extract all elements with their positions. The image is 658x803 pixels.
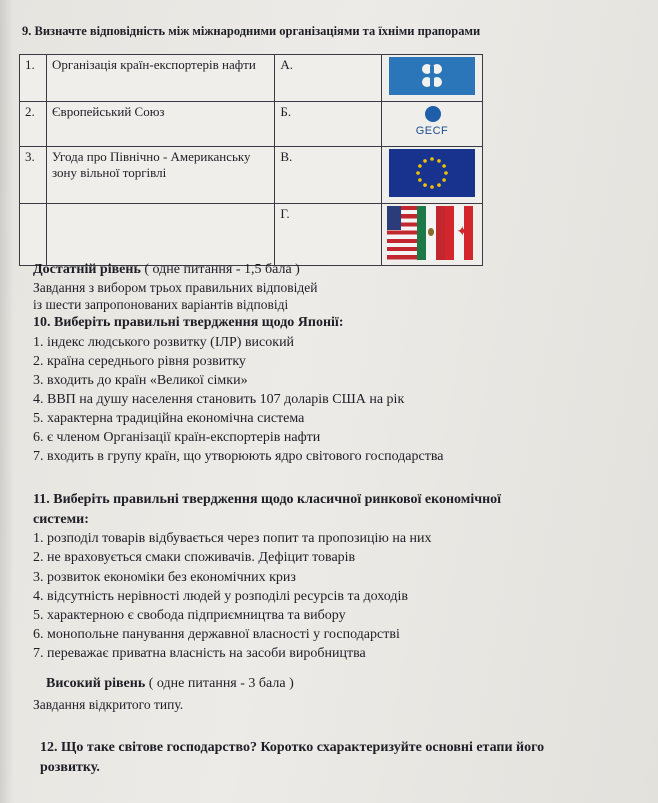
level-high-points: ( одне питання - 3 бала ) — [148, 676, 294, 691]
page-shadow — [0, 0, 14, 803]
row-number: 1. — [20, 55, 47, 102]
usa-mexico-canada-flags-icon — [387, 206, 473, 260]
organization-name: Організація країн-експортерів нафти — [46, 55, 274, 102]
question-10-title: 10. Виберіть правильні твердження щодо Японії: — [33, 315, 344, 330]
organization-name: Європейський Союз — [46, 102, 274, 147]
table-row — [20, 102, 483, 147]
flag-cell — [381, 204, 482, 266]
level-sufficient-points: ( одне питання - 1,5 бала ) — [144, 262, 300, 277]
question-11-title: системи: — [33, 512, 89, 527]
answer-option: 1. індекс людського розвитку (ІЛР) високий — [33, 335, 295, 350]
row-number: 3. — [20, 147, 47, 204]
level-sufficient-heading: Достатній рівень — [33, 262, 141, 277]
organization-name — [46, 204, 274, 266]
answer-option: 6. монопольне панування державної власності у господарстві — [33, 627, 400, 642]
gecf-logo-icon — [425, 106, 441, 122]
table-row — [20, 147, 483, 204]
answer-option: 7. входить в групу країн, що утворюють ядро світового господарства — [33, 449, 444, 464]
answer-option: 2. країна середнього рівня розвитку — [33, 354, 246, 369]
level-sufficient-desc: Завдання з вибором трьох правильних відповідей — [33, 280, 318, 295]
answer-option: 4. ВВП на душу населення становить 107 доларів США на рік — [33, 392, 405, 407]
flag-cell — [381, 147, 482, 204]
level-high-heading-line — [46, 676, 294, 692]
answer-option: 7. переважає приватна власність на засоби виробництва — [33, 646, 366, 661]
matching-table — [19, 54, 483, 266]
question-12-title: 12. Що таке світове господарство? Коротко схарактеризуйте основні етапи його — [40, 740, 545, 755]
answer-option: 3. розвиток економіки без економічних криз — [33, 570, 296, 585]
table-row — [20, 55, 483, 102]
table-row — [20, 204, 483, 266]
opec-flag-icon — [389, 57, 475, 95]
level-sufficient-desc: із шести запропонованих варіантів відповіді — [33, 297, 289, 312]
gecf-flag-icon — [389, 104, 475, 140]
gecf-label: GECF — [415, 125, 449, 137]
answer-option: 1. розподіл товарів відбувається через попит та пропозицію на них — [33, 531, 432, 546]
flag-cell — [381, 55, 482, 102]
answer-letter: Б. — [275, 102, 382, 147]
question-9-title: 9. Визначте відповідність між міжнародними організаціями та їхніми прапорами — [22, 24, 481, 38]
answer-option: 4. відсутність нерівності людей у розподілі ресурсів та доходів — [33, 589, 408, 604]
level-high-desc: Завдання відкритого типу. — [33, 697, 184, 712]
level-high-heading: Високий рівень — [46, 676, 146, 691]
answer-option: 5. характерною є свобода підприємництва та вибору — [33, 608, 346, 623]
answer-option: 3. входить до країн «Великої сімки» — [33, 373, 248, 388]
answer-letter: В. — [275, 147, 382, 204]
answer-option: 6. є членом Організації країн-експортерів нафти — [33, 430, 321, 445]
flag-cell — [381, 102, 482, 147]
answer-option: 2. не враховується смаки споживачів. Дефіцит товарів — [33, 550, 356, 565]
canada-flag-icon: ✦ — [445, 206, 473, 260]
organization-name: Угода про Північно - Американську зону вільної торгівлі — [46, 147, 274, 204]
eu-flag-icon — [389, 149, 475, 197]
answer-letter: А. — [275, 55, 382, 102]
answer-option: 5. характерна традиційна економічна система — [33, 411, 305, 426]
answer-letter: Г. — [275, 204, 382, 266]
row-number: 2. — [20, 102, 47, 147]
question-12-title: розвитку. — [40, 760, 100, 775]
question-11-title: 11. Виберіть правильні твердження щодо класичної ринкової економічної — [33, 492, 502, 507]
row-number — [20, 204, 47, 266]
level-sufficient-heading-line — [33, 262, 300, 278]
usa-flag-icon — [387, 206, 417, 260]
mexico-flag-icon — [417, 206, 445, 260]
